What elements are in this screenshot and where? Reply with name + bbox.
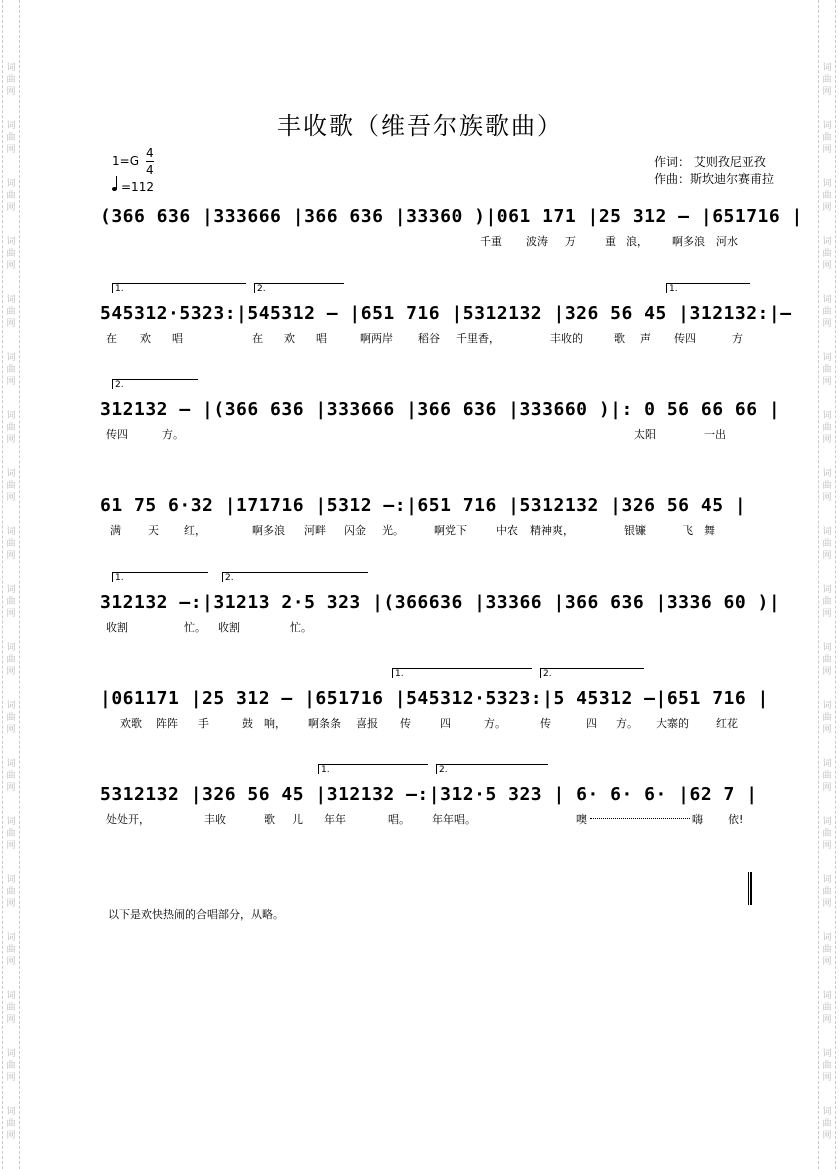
lyric-syllable: 在 [252, 332, 263, 345]
volta-second-ending: 2. [254, 283, 344, 293]
lyric-syllable: 喜报 [356, 717, 378, 730]
lyric-syllable: 唱 [172, 332, 183, 345]
lyric-syllable: 儿 [292, 813, 303, 826]
lyric-syllable: 处处开， [106, 813, 150, 826]
volta-first-ending: 1. [392, 668, 532, 678]
lyric-syllable: 年年唱。 [432, 813, 476, 826]
watermark-glyph: 词 曲 网 [822, 817, 832, 851]
lyric-syllable: 欢歌 [120, 717, 142, 730]
lyric-syllable: 方。 [616, 717, 638, 730]
lyric-syllable: 大寨的 [656, 717, 689, 730]
footnote: 以下是欢快热闹的合唱部分，从略。 [108, 908, 284, 921]
watermark-glyph: 词 曲 网 [6, 1049, 16, 1083]
volta-first-ending: 1. [112, 283, 246, 293]
lyric-syllable: 红花 [716, 717, 738, 730]
notation-line: 545312·5323:|545312 — |651 716 |5312132 |326 56 45 |312132:|— [100, 303, 792, 324]
watermark-glyph: 词 曲 网 [822, 933, 832, 967]
watermark-glyph: 词 曲 网 [822, 759, 832, 793]
lyric-syllable: 欢 [140, 332, 151, 345]
lyric-syllable: 鼓 [242, 717, 253, 730]
lyric-syllable: 依! [728, 813, 744, 826]
lyric-syllable: 传四 [674, 332, 696, 345]
watermark-glyph: 词 曲 网 [6, 469, 16, 503]
song-title: 丰收歌（维吾尔族歌曲） [277, 112, 563, 140]
lyric-syllable: 河水 [716, 235, 738, 248]
notation-line: (366 636 |333666 |366 636 |33360 )|061 171 |25 312 — |651716 | [100, 206, 803, 227]
lyric-syllable: 万 [565, 235, 576, 248]
watermark-glyph: 词 曲 网 [822, 63, 832, 97]
lyric-syllable: 歌 [264, 813, 275, 826]
lyric-syllable: 丰收 [204, 813, 226, 826]
lyric-syllable: 千重 [480, 235, 502, 248]
lyric-syllable: 在 [106, 332, 117, 345]
watermark-glyph: 词 曲 网 [822, 179, 832, 213]
lyric-syllable: 啊多浪 [672, 235, 705, 248]
lyric-syllable: 河畔 [304, 524, 326, 537]
lyric-syllable: 收割 [218, 621, 240, 634]
watermark-glyph: 词 曲 网 [822, 527, 832, 561]
lyric-syllable: 飞 [682, 524, 693, 537]
watermark-glyph: 词 曲 网 [822, 875, 832, 909]
watermark-glyph: 词 曲 网 [822, 295, 832, 329]
watermark-glyph: 词 曲 网 [6, 643, 16, 677]
lyric-syllable: 响， [264, 717, 286, 730]
lyric-syllable: 红， [184, 524, 206, 537]
watermark-glyph: 词 曲 网 [6, 121, 16, 155]
lyric-syllable: 闪金 [344, 524, 366, 537]
watermark-glyph: 词 曲 网 [822, 991, 832, 1025]
time-signature-numerator: 4 [146, 146, 154, 160]
melisma-dots [590, 818, 690, 819]
final-barline [748, 872, 752, 905]
watermark-glyph: 词 曲 网 [822, 469, 832, 503]
lyric-syllable: 欢 [284, 332, 295, 345]
watermark-glyph: 词 曲 网 [822, 353, 832, 387]
lyric-syllable: 浪， [626, 235, 648, 248]
lyric-syllable: 年年 [324, 813, 346, 826]
lyric-syllable: 啊多浪 [252, 524, 285, 537]
watermark-glyph: 词 曲 网 [6, 875, 16, 909]
lyric-syllable: 收割 [106, 621, 128, 634]
lyric-syllable: 传 [540, 717, 551, 730]
lyric-syllable: 阵阵 [156, 717, 178, 730]
volta-second-ending: 2. [436, 764, 548, 774]
watermark-glyph: 词 曲 网 [6, 759, 16, 793]
watermark-glyph: 词 曲 网 [6, 585, 16, 619]
watermark-glyph: 词 曲 网 [6, 63, 16, 97]
time-signature-denominator: 4 [146, 163, 154, 177]
lyric-syllable: 丰收的 [550, 332, 583, 345]
key-signature: 1=G [112, 154, 139, 168]
watermark-glyph: 词 曲 网 [822, 701, 832, 735]
lyric-syllable: 稻谷 [418, 332, 440, 345]
time-signature [146, 145, 154, 178]
volta-first-ending: 1. [666, 283, 750, 293]
lyric-syllable: 声 [640, 332, 651, 345]
lyric-syllable: 一出 [704, 428, 726, 441]
watermark-glyph: 词 曲 网 [822, 411, 832, 445]
watermark-glyph: 词 曲 网 [6, 353, 16, 387]
watermark-glyph: 词 曲 网 [6, 701, 16, 735]
lyric-syllable: 嗨 [692, 813, 703, 826]
lyric-syllable: 方 [732, 332, 743, 345]
watermark-glyph: 词 曲 网 [822, 237, 832, 271]
lyric-syllable: 千里香， [456, 332, 500, 345]
watermark-strip-right [818, 0, 836, 1169]
notation-line: |061171 |25 312 — |651716 |545312·5323:|5 45312 —|651 716 | [100, 688, 769, 709]
notation-line: 61 75 6·32 |171716 |5312 —:|651 716 |5312132 |326 56 45 | [100, 495, 747, 516]
lyric-syllable: 传四 [106, 428, 128, 441]
watermark-glyph: 词 曲 网 [822, 1049, 832, 1083]
notation-line: 312132 —:|31213 2·5 323 |(366636 |33366 |366 636 |3336 60 )| [100, 592, 781, 613]
lyric-syllable: 四 [440, 717, 451, 730]
lyric-syllable: 方。 [484, 717, 506, 730]
watermark-strip-left [2, 0, 20, 1169]
lyric-syllable: 舞 [704, 524, 715, 537]
watermark-glyph: 词 曲 网 [6, 237, 16, 271]
lyric-syllable: 方。 [162, 428, 184, 441]
watermark-glyph: 词 曲 网 [6, 295, 16, 329]
watermark-glyph: 词 曲 网 [6, 179, 16, 213]
volta-first-ending: 1. [112, 572, 208, 582]
lyricist-credit: 作词： 艾则孜尼亚孜 [654, 155, 766, 169]
watermark-glyph: 词 曲 网 [6, 991, 16, 1025]
watermark-glyph: 词 曲 网 [822, 643, 832, 677]
lyric-syllable: 忙。 [184, 621, 206, 634]
lyric-syllable: 光。 [382, 524, 404, 537]
lyric-syllable: 重 [605, 235, 616, 248]
lyric-syllable: 天 [148, 524, 159, 537]
notation-line: 5312132 |326 56 45 |312132 —:|312·5 323 | 6· 6· 6· |62 7 | [100, 784, 758, 805]
notation-line: 312132 — |(366 636 |333666 |366 636 |333660 )|: 0 56 66 66 | [100, 399, 781, 420]
watermark-glyph: 词 曲 网 [6, 527, 16, 561]
lyric-syllable: 太阳 [634, 428, 656, 441]
tempo-marking [112, 180, 154, 194]
lyric-syllable: 噢 [576, 813, 587, 826]
watermark-glyph: 词 曲 网 [822, 121, 832, 155]
watermark-glyph: 词 曲 网 [6, 817, 16, 851]
lyric-syllable: 歌 [614, 332, 625, 345]
lyric-syllable: 啊党下 [434, 524, 467, 537]
volta-second-ending: 2. [540, 668, 644, 678]
quarter-note-icon [112, 187, 117, 191]
watermark-glyph: 词 曲 网 [6, 411, 16, 445]
volta-second-ending: 2. [222, 572, 368, 582]
lyric-syllable: 四 [586, 717, 597, 730]
lyric-syllable: 忙。 [290, 621, 312, 634]
lyric-syllable: 啊两岸 [360, 332, 393, 345]
watermark-glyph: 词 曲 网 [822, 1107, 832, 1141]
tempo-value: =112 [121, 180, 154, 194]
lyric-syllable: 唱 [316, 332, 327, 345]
volta-first-ending: 1. [318, 764, 428, 774]
composer-credit: 作曲：斯坎迪尔赛甫拉 [654, 172, 775, 186]
lyric-syllable: 中农 [496, 524, 518, 537]
lyric-syllable: 波涛 [526, 235, 548, 248]
lyric-syllable: 唱。 [388, 813, 410, 826]
lyric-syllable: 传 [400, 717, 411, 730]
volta-second-ending: 2. [112, 379, 198, 389]
lyric-syllable: 啊条条 [308, 717, 341, 730]
lyric-syllable: 精神爽， [530, 524, 574, 537]
watermark-glyph: 词 曲 网 [6, 1107, 16, 1141]
lyric-syllable: 手 [198, 717, 209, 730]
watermark-glyph: 词 曲 网 [822, 585, 832, 619]
lyric-syllable: 满 [110, 524, 121, 537]
watermark-glyph: 词 曲 网 [6, 933, 16, 967]
lyric-syllable: 银镰 [624, 524, 646, 537]
